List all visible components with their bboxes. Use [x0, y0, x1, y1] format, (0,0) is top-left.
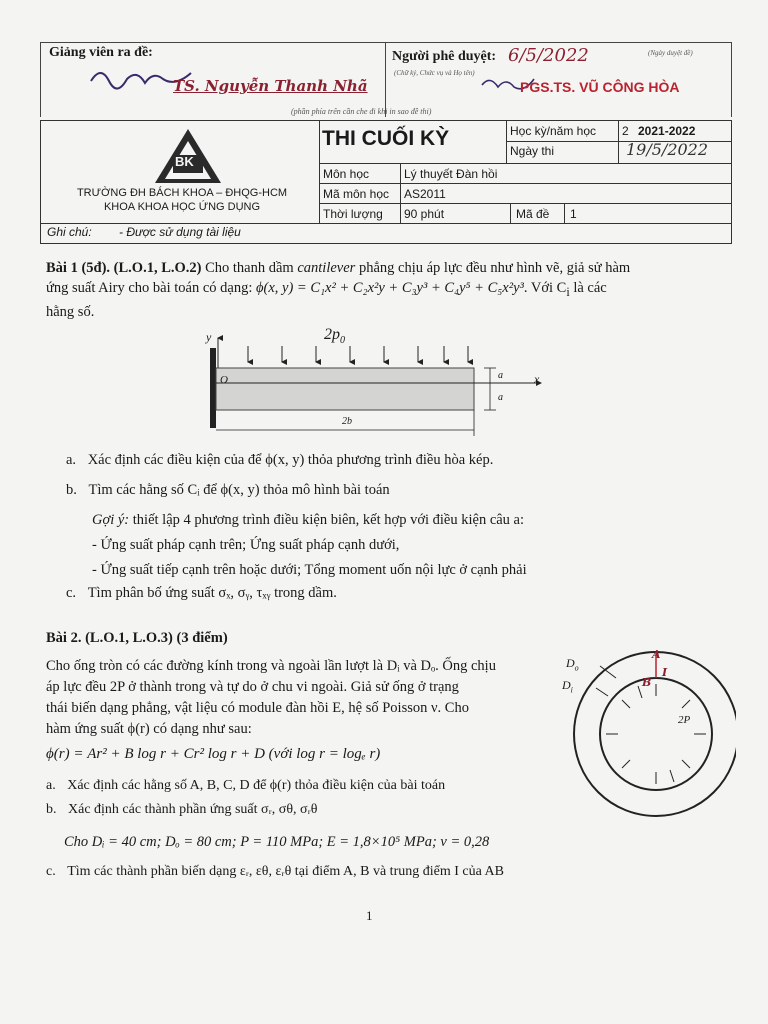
- grid-line: [510, 203, 511, 223]
- exam-info-grid: [319, 121, 732, 223]
- item-text: Xác định các thành phần ứng suất σᵣ, σθ, σᵣθ: [68, 802, 318, 817]
- bai1-line1: [46, 258, 732, 278]
- item-label: b.: [46, 802, 57, 817]
- load-text: 2p: [324, 326, 340, 343]
- bai1-hint-line2: - Ứng suất tiếp cạnh trên hoặc dưới; Tổng moment uốn nội lực ở cạnh phải: [92, 562, 527, 578]
- di-text: D: [562, 678, 571, 692]
- bai2-item-b: [46, 802, 318, 818]
- footnote: (phần phía trên cần che đi khi in sao đề thi): [291, 107, 432, 116]
- item-label: b.: [66, 482, 77, 498]
- exam-title: THI CUỐI KỲ: [322, 127, 450, 150]
- x-axis-label: x: [534, 372, 540, 386]
- bai1-title: Bài 1 (5đ). (L.O.1, L.O.2): [46, 260, 202, 276]
- bai2-item-c: [46, 864, 504, 880]
- point-b-label: B: [642, 676, 652, 689]
- bai1-formula: ϕ(x, y) = C₁x² + C₂x²y + C₃y³ + C₄y⁵ + C₅x²y³: [256, 280, 524, 296]
- bai1-intro2: phẳng chịu áp lực đều như hình vẽ, giả sử hàm: [355, 260, 631, 276]
- bai1-line2-end: . Với C: [523, 280, 567, 296]
- item-label: c.: [66, 585, 77, 601]
- grid-line: [320, 163, 732, 164]
- bai1-intro: [46, 258, 732, 322]
- bai2-para-line: áp lực đều 2P ở thành trong và tự do ở chu vi ngoài. Giả sử ống ở trạng: [46, 679, 459, 695]
- lecturer-label: Giảng viên ra đề:: [49, 45, 153, 60]
- bai2-para-line: Cho ống tròn có các đường kính trong và ngoài lần lượt là Dᵢ và Dₒ. Ống chịu: [46, 658, 496, 674]
- wall-support: [210, 348, 216, 428]
- half-height-top-label: a: [498, 370, 503, 381]
- item-text: Xác định các hằng số A, B, C, D để ϕ(r) thỏa điều kiện của bài toán: [67, 778, 446, 793]
- bai2-given: Cho Dᵢ = 40 cm; Dₒ = 80 cm; P = 110 MPa; E = 1,8×10⁵ MPa; ν = 0,28: [64, 834, 490, 850]
- school-name: TRƯỜNG ĐH BÁCH KHOA – ĐHQG-HCM: [76, 187, 288, 199]
- bai1-intro1: Cho thanh dầm: [201, 260, 298, 276]
- note-value: - Được sử dụng tài liệu: [119, 225, 241, 239]
- item-text: Tìm các hằng số Cᵢ để ϕ(x, y) thỏa mô hình bài toán: [88, 482, 390, 498]
- approve-date: 6/5/2022: [508, 45, 589, 66]
- di-leader: [596, 688, 608, 696]
- exam-code-value: 1: [570, 207, 577, 221]
- grid-line: [41, 223, 731, 224]
- item-text: Tìm các thành phần biến dạng εᵣ, εθ, εᵣθ tại điểm A, B và trung điểm I của AB: [67, 864, 504, 879]
- grid-line: [400, 163, 401, 223]
- year-value: 2021-2022: [638, 124, 696, 138]
- point-i-label: I: [662, 666, 668, 679]
- grid-line: [564, 203, 565, 223]
- bai1-hint-line1: - Ứng suất pháp cạnh trên; Ứng suất pháp cạnh dưới,: [92, 537, 400, 553]
- bai2-para-line: thái biến dạng phẳng, vật liệu có module đàn hồi E, hệ số Poisson ν. Cho: [46, 700, 469, 716]
- hint-label: Gợi ý:: [92, 512, 130, 528]
- code-label: Mã môn học: [323, 187, 390, 201]
- bai1-line2-end2: là các: [569, 280, 607, 296]
- do-text: D: [566, 656, 575, 670]
- origin-label: O: [220, 374, 228, 386]
- lecturer-name: TS. Nguyễn Thanh Nhã: [173, 77, 368, 95]
- item-label: a.: [66, 452, 77, 468]
- item-label: c.: [46, 864, 56, 879]
- hint-text: thiết lập 4 phương trình điều kiện biên, kết hợp với điều kiện câu a:: [129, 512, 525, 528]
- semester-label: Học kỳ/năm học: [510, 124, 597, 138]
- bai1-line3: hằng số.: [46, 303, 95, 320]
- subject-label: Môn học: [323, 167, 370, 181]
- bai2-item-a: [46, 778, 445, 794]
- di-sub: i: [570, 685, 573, 695]
- faculty-name: KHOA KHOA HỌC ỨNG DỤNG: [103, 201, 261, 213]
- bai1-ci-sub: i: [566, 284, 570, 299]
- exam-header: [40, 120, 732, 244]
- approver-area: [385, 43, 731, 117]
- exam-code-label: Mã đề: [516, 207, 550, 221]
- item-text: Tìm phân bố ứng suất σₓ, σᵧ, τₓᵧ trong dầm.: [87, 585, 337, 601]
- item-label: a.: [46, 778, 56, 793]
- load-arrows: [248, 346, 468, 362]
- grid-line: [320, 203, 732, 204]
- do-sub: o: [574, 663, 579, 673]
- note-label: Ghi chú:: [47, 225, 92, 239]
- page-number: 1: [366, 908, 373, 923]
- bai2-title: Bài 2. (L.O.1, L.O.3) (3 điểm): [46, 630, 228, 646]
- school-logo: [153, 127, 223, 185]
- bai1-item-a: [66, 452, 493, 469]
- load-sub: 0: [340, 335, 345, 347]
- y-axis-label: y: [206, 330, 212, 344]
- approve-date-note: (Ngày duyệt đề): [648, 49, 693, 57]
- load-label: [324, 326, 345, 346]
- code-value: AS2011: [404, 187, 446, 201]
- beam-diagram: [196, 326, 556, 438]
- grid-line: [618, 121, 619, 163]
- signature-block: [40, 42, 732, 117]
- bai2-para-line: hàm ứng suất ϕ(r) có dạng như sau:: [46, 721, 252, 737]
- pressure-label: 2P: [678, 714, 691, 726]
- beam-figure: [196, 326, 556, 438]
- bai1-hint: [92, 512, 524, 529]
- beam-body: [216, 368, 474, 410]
- date-value: 19/5/2022: [626, 140, 709, 159]
- bai1-cantilever: cantilever: [297, 260, 356, 276]
- duration-label: Thời lượng: [323, 207, 383, 221]
- pressure-arrows: [606, 684, 706, 784]
- grid-line: [506, 121, 507, 163]
- pipe-figure: [560, 640, 736, 820]
- point-a-label: A: [652, 648, 661, 661]
- bai1-item-c: [66, 585, 337, 602]
- bai1-line2: [46, 278, 732, 302]
- bai2-paragraph: [46, 656, 548, 740]
- length-label: 2b: [342, 416, 352, 427]
- bai1-line2-text: ứng suất Airy cho bài toán có dạng:: [46, 280, 257, 296]
- bai1-item-b: [66, 482, 390, 499]
- approver-sign-note: (Chữ ký, Chức vụ và Họ tên): [394, 69, 475, 77]
- semester-value: 2: [622, 124, 629, 138]
- subject-value: Lý thuyết Đàn hồi: [404, 167, 498, 181]
- logo-text: BK: [175, 154, 194, 169]
- date-label: Ngày thi: [510, 144, 555, 158]
- duration-value: 90 phút: [404, 207, 445, 221]
- bai2-formula: ϕ(r) = Ar² + B log r + Cr² log r + D (với log r = logₑ r): [46, 746, 381, 762]
- approver-label: Người phê duyệt:: [392, 49, 497, 64]
- approver-name: PGS.TS. VŨ CÔNG HÒA: [520, 79, 680, 95]
- grid-line: [320, 183, 732, 184]
- di-label: [562, 678, 573, 694]
- pipe-diagram: [560, 640, 736, 820]
- half-height-bottom-label: a: [498, 392, 503, 403]
- do-label: [566, 656, 579, 672]
- item-text: Xác định các điều kiện của để ϕ(x, y) thỏa phương trình điều hòa kép.: [87, 452, 494, 468]
